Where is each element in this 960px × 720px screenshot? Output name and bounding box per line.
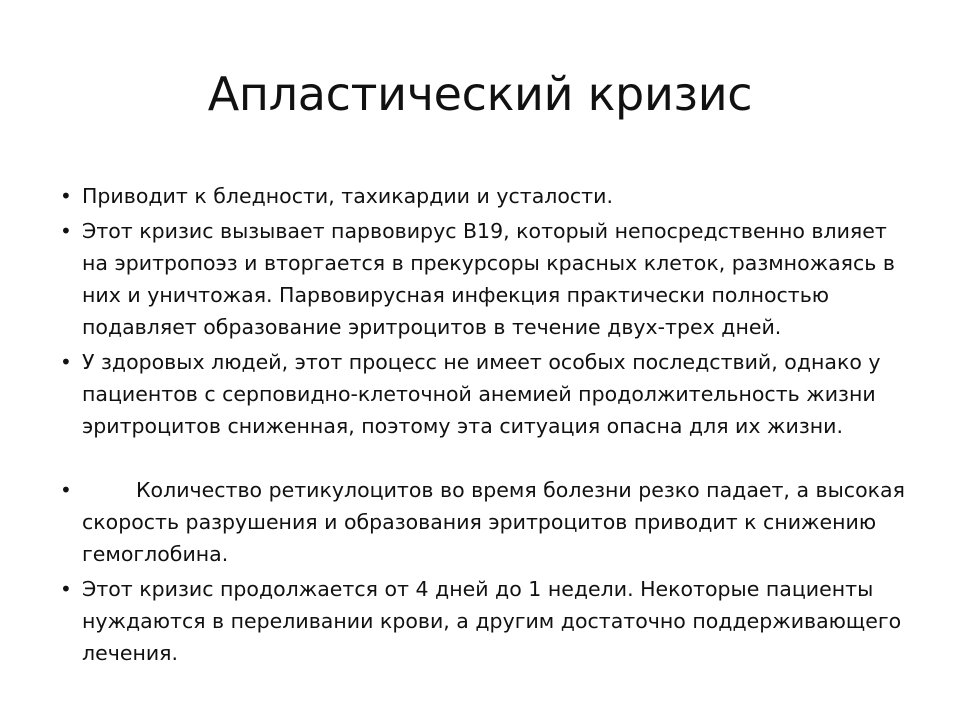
bullet-item-1: [60, 180, 908, 212]
bullet-dot-icon: •: [60, 350, 72, 374]
bullet-text-3: У здоровых людей, этот процесс не имеет особых последствий, однако у пациентов с серповидно-клеточной анемией продолжительность жизни эритроцитов сниженная, поэтому эта ситуация опасна для их жизни.: [82, 350, 881, 438]
bullet-item-2: [60, 215, 908, 343]
bullet-item-4: [60, 474, 908, 570]
bullet-dot-icon: •: [60, 577, 72, 601]
bullet-dot-icon: •: [60, 184, 72, 208]
bullet-text-4: Количество ретикулоцитов во время болезни резко падает, а высокая скорость разрушения и образования эритроцитов приводит к снижению гемоглобина.: [82, 478, 905, 566]
bullet-list: [60, 180, 908, 672]
bullet-dot-icon: •: [60, 219, 72, 243]
bullet-dot-icon: •: [60, 478, 72, 502]
slide-title: Апластический кризис: [207, 67, 753, 121]
bullet-text-1: Приводит к бледности, тахикардии и усталости.: [82, 184, 613, 208]
bullet-item-5: [60, 573, 908, 669]
bullet-text-5: Этот кризис продолжается от 4 дней до 1 недели. Некоторые пациенты нуждаются в переливании крови, а другим достаточно поддерживающего лечения.: [82, 577, 902, 665]
bullet-text-2: Этот кризис вызывает парвовирус В19, который непосредственно влияет на эритропоэз и вторгается в прекурсоры красных клеток, размножаясь в них и уничтожая. Парвовирусная инфекция практически полностью подавляет образование эритроцитов в течение двух-трех дней.: [82, 219, 895, 339]
bullet-item-3: [60, 346, 908, 442]
